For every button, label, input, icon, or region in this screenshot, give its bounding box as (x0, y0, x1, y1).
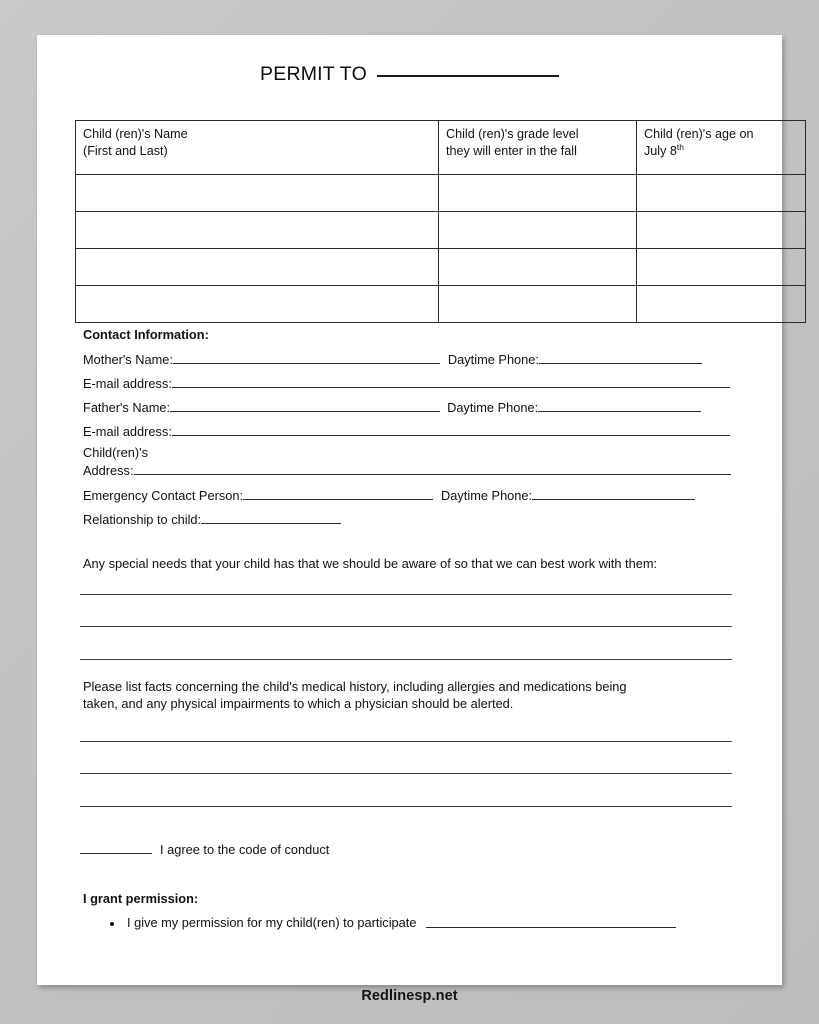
cell-grade-level[interactable] (439, 286, 637, 323)
table-row[interactable] (76, 249, 806, 286)
header-grade-line1: Child (ren)'s grade level (446, 127, 579, 141)
child-address-label-line1: Child(ren)'s (83, 445, 149, 460)
mothers-email-row (83, 377, 730, 390)
mothers-name-label: Mother's Name: (83, 352, 173, 367)
fathers-name-label: Father's Name: (83, 400, 171, 415)
mothers-name-input[interactable] (173, 363, 440, 364)
header-grade-line2: they will enter in the fall (446, 143, 577, 158)
code-of-conduct-text: I agree to the code of conduct (160, 842, 330, 857)
header-age-superscript: th (676, 141, 684, 152)
medical-history-prompt-line2: taken, and any physical impairments to which a physician should be alerted. (83, 696, 514, 711)
fathers-name-input[interactable] (170, 411, 440, 412)
special-needs-answer-line-3[interactable] (80, 659, 732, 660)
page-title-text: PERMIT TO (260, 63, 367, 85)
special-needs-answer-line-1[interactable] (80, 594, 732, 595)
mothers-email-label: E-mail address: (83, 376, 172, 391)
code-of-conduct-row (80, 843, 329, 856)
table-header-grade-level (439, 121, 637, 175)
bullet-icon (110, 922, 114, 926)
special-needs-prompt: Any special needs that your child has that we should be aware of so that we can best work with them: (83, 556, 658, 571)
children-table (75, 120, 806, 323)
relationship-input[interactable] (201, 523, 341, 524)
table-header-age (637, 121, 806, 175)
fathers-email-label: E-mail address: (83, 424, 172, 439)
document-page (37, 35, 782, 985)
relationship-row (83, 513, 341, 526)
cell-grade-level[interactable] (439, 212, 637, 249)
page-title (37, 63, 782, 86)
table-header-row (76, 121, 806, 175)
medical-history-answer-line-3[interactable] (80, 806, 732, 807)
footer-watermark: Redlinesp.net (361, 988, 458, 1004)
child-address-row (83, 464, 731, 477)
fathers-daytime-phone-label: Daytime Phone: (447, 400, 539, 415)
grant-permission-heading: I grant permission: (83, 891, 199, 906)
table-row[interactable] (76, 212, 806, 249)
mothers-daytime-phone-input[interactable] (539, 363, 702, 364)
medical-history-answer-line-1[interactable] (80, 741, 732, 742)
page-content (37, 35, 782, 985)
fathers-name-row (83, 401, 701, 414)
special-needs-answer-line-2[interactable] (80, 626, 732, 627)
emergency-contact-label: Emergency Contact Person: (83, 488, 244, 503)
cell-child-name[interactable] (76, 249, 439, 286)
header-age-line2: July 8 (644, 143, 677, 158)
header-name-line1: Child (ren)'s Name (83, 127, 188, 141)
cell-age[interactable] (637, 249, 806, 286)
child-address-input[interactable] (134, 474, 731, 475)
cell-age[interactable] (637, 175, 806, 212)
cell-child-name[interactable] (76, 175, 439, 212)
cell-child-name[interactable] (76, 212, 439, 249)
permission-blank-input[interactable] (426, 927, 676, 928)
mothers-daytime-phone-label: Daytime Phone: (447, 352, 539, 367)
emergency-daytime-phone-input[interactable] (532, 499, 695, 500)
header-age-line1: Child (ren)'s age on (644, 127, 754, 141)
table-row[interactable] (76, 286, 806, 323)
header-name-line2: (First and Last) (83, 143, 168, 158)
table-header-child-name (76, 121, 439, 175)
table-row[interactable] (76, 175, 806, 212)
medical-history-answer-line-2[interactable] (80, 773, 732, 774)
permission-bullet-item (110, 915, 676, 930)
title-blank-field[interactable] (377, 75, 559, 77)
fathers-email-input[interactable] (172, 435, 730, 436)
cell-age[interactable] (637, 212, 806, 249)
cell-child-name[interactable] (76, 286, 439, 323)
contact-information-heading: Contact Information: (83, 327, 209, 342)
cell-age[interactable] (637, 286, 806, 323)
emergency-daytime-phone-label: Daytime Phone: (441, 488, 533, 503)
permission-bullet-text: I give my permission for my child(ren) to participate (127, 915, 417, 930)
code-of-conduct-initials-input[interactable] (80, 853, 152, 854)
cell-grade-level[interactable] (439, 175, 637, 212)
mothers-email-input[interactable] (172, 387, 730, 388)
child-address-label-line2: Address: (83, 463, 134, 478)
medical-history-prompt-line1: Please list facts concerning the child's medical history, including allergies and medications being (83, 679, 627, 694)
emergency-contact-input[interactable] (243, 499, 433, 500)
cell-grade-level[interactable] (439, 249, 637, 286)
fathers-email-row (83, 425, 730, 438)
fathers-daytime-phone-input[interactable] (538, 411, 701, 412)
mothers-name-row (83, 353, 702, 366)
emergency-contact-row (83, 489, 695, 502)
relationship-label: Relationship to child: (83, 512, 202, 527)
